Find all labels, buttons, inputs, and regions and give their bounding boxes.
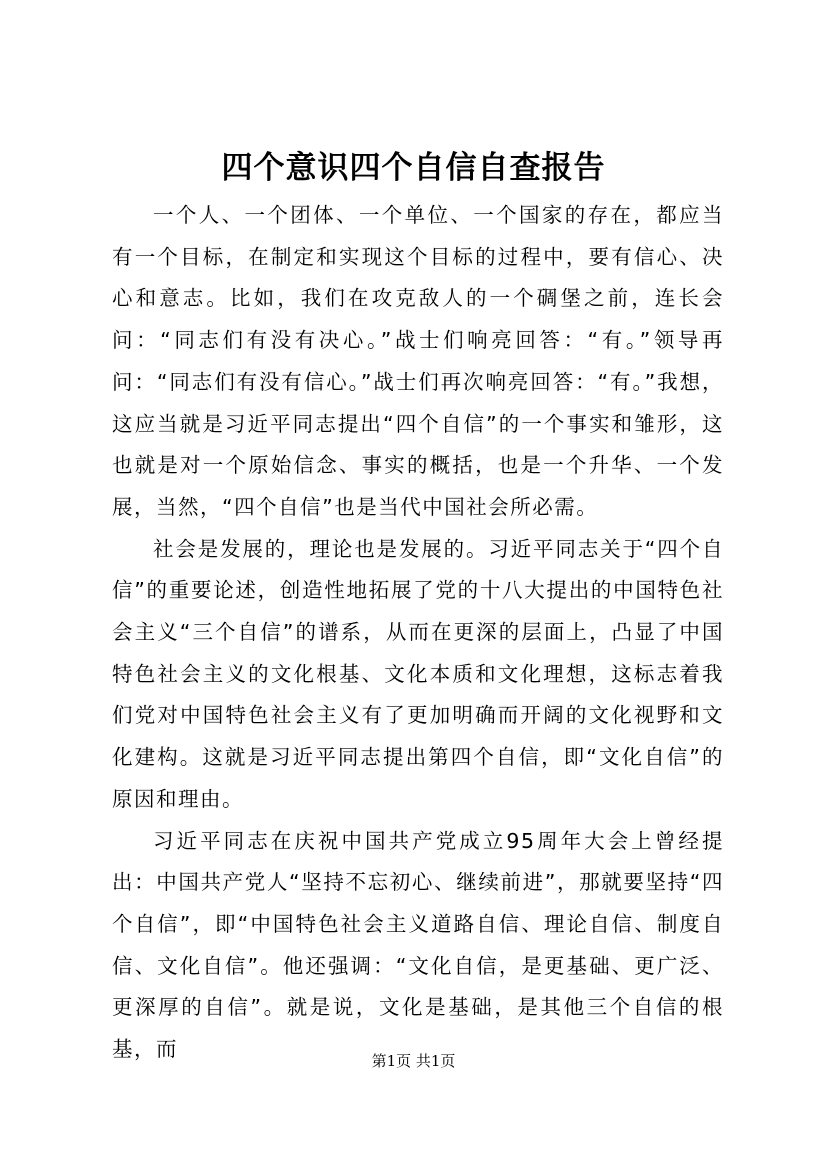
document-title: 四个意识四个自信自查报告 xyxy=(221,150,606,186)
paragraph: 一个人、一个团体、一个单位、一个国家的存在，都应当有一个目标，在制定和实现这个目标的过程中，要有信心、决心和意志。比如，我们在攻克敌人的一个碉堡之前，连长会问：“同志们有没有决心。”战士们响亮回答：“有。”领导再问：“同志们有没有信心。”战士们再次响亮回答：“有。”我想，这应当就是习近平同志提出“四个自信”的一个事实和雏形，这也就是对一个原始信念、事实的概括，也是一个升华、一个发展，当然，“四个自信”也是当代中国社会所必需。 xyxy=(112,203,724,519)
document-body xyxy=(112,195,724,1071)
page-footer: 第1页 共1页 xyxy=(371,1052,456,1070)
paragraph: 社会是发展的，理论也是发展的。习近平同志关于“四个自信”的重要论述，创造性地拓展了党的十八大提出的中国特色社会主义“三个自信”的谱系，从而在更深的层面上，凸显了中国特色社会主义的文化根基、文化本质和文化理想，这标志着我们党对中国特色社会主义有了更加明确而开阔的文化视野和文化建构。这就是习近平同志提出第四个自信，即“文化自信”的原因和理由。 xyxy=(112,536,724,811)
paragraph: 习近平同志在庆祝中国共产党成立95周年大会上曾经提出：中国共产党人“坚持不忘初心、继续前进”，那就要坚持“四个自信”，即“中国特色社会主义道路自信、理论自信、制度自信、文化自信”。他还强调：“文化自信，是更基础、更广泛、更深厚的自信”。就是说，文化是基础，是其他三个自信的根基，而 xyxy=(112,828,724,1062)
